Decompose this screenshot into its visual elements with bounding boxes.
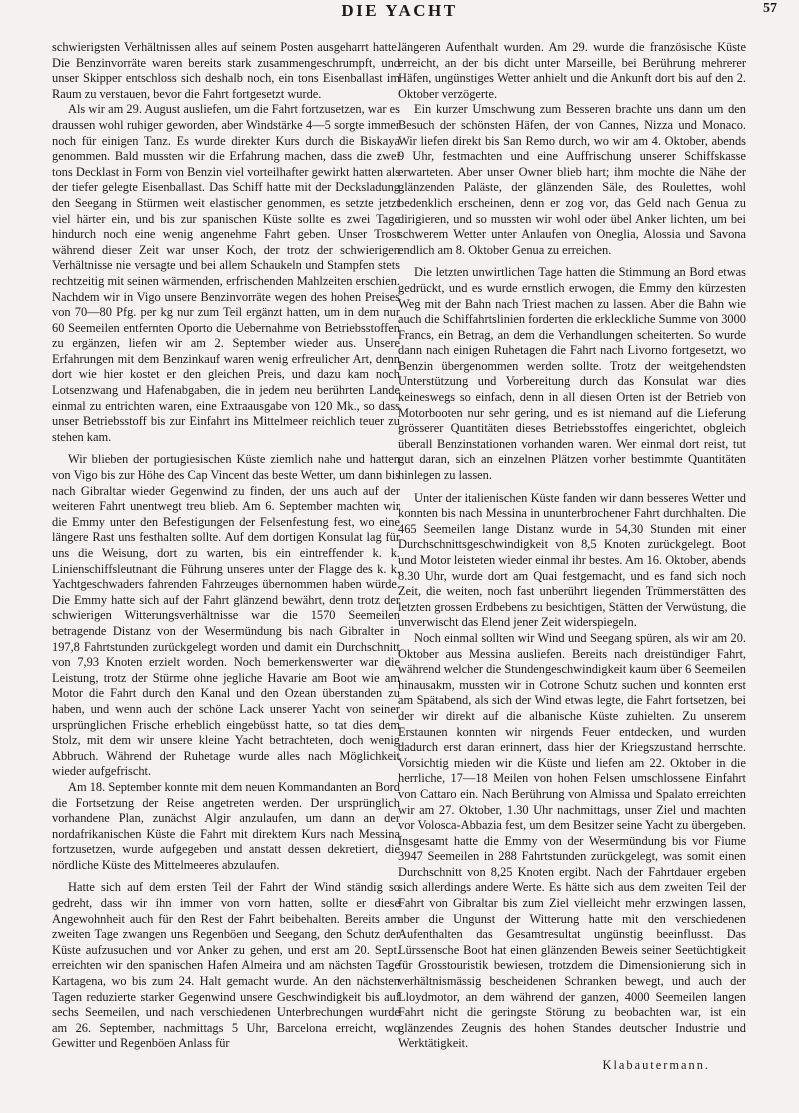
paragraph: Als wir am 29. August ausliefen, um die Fahrt fortzusetzen, war es draussen wohl ruhiger geworden, aber Windstärke 4—5 sorgte immer noch für einigen Tanz. Es wurde direkter Kurs durch die Biskaya genommen. Bald mussten wir die Erfahrung machen, dass die zwei tons Decklast in Form von Benzin viel vorteilhafter gewirkt hatten als der tiefer gelegte Eisenballast. Das Schiff hatte mit der Decksladung den Seegang in Stürmen weit elastischer genommen, es setzte jetzt viel härter ein, und bis zur spanischen Küste sollte es zwei Tage hindurch noch eine wenig angenehme Fahrt geben. Unser Trost während dieser Zeit war unser Koch, der trotz der schwierigen Verhältnisse nie versagte und bei allem Schaukeln und Stampfen stets rechtzeitig mit seinen wärmenden, erfrischenden Mahlzeiten erschien. Nachdem wir in Vigo unsere Benzinvorräte wegen des hohen Preises von 70—80 Pfg. per kg nur zum Teil ergänzt hatten, um in dem nur 60 Seemeilen entfernten Oporto die Uebernahme von Betriebsstoffen zu ergänzen, liefen wir am 2. September wieder aus. Unsere Erfahrungen mit dem Benzinkauf waren wenig erfreulicher Art, denn dort wie hier kostet er den gleichen Preis, und dazu kam noch Lotsenzwang und Hafenabgaben, die in jedem neu berührten Lande einmal zu entrichten waren, eine Extraausgabe von 120 Mk., so dass unser Betriebsstoff bis zur Einfahrt ins Mittelmeer reichlich teuer zu stehen kam. [52, 102, 400, 444]
paragraph: Die letzten unwirtlichen Tage hatten die Stimmung an Bord etwas gedrückt, und es wurde ernstlich erwogen, die Emmy den kürzesten Weg mit der Bahn nach Triest machen zu lassen. Aber die Bahn wie auch die Schiffahrtslinien forderten die erkleckliche Summe von 3000 Francs, ein Betrag, an dem die Verhandlungen scheiterten. So wurde dann nach einigen Ruhetagen die Fahrt nach Livorno fortgesetzt, wo Benzin übergenommen werden sollte. Trotz der weitgehendsten Unterstützung und Vorbereitung durch das Konsulat war dies keineswegs so einfach, denn in all diesen Orten ist der Betrieb von Motorbooten nur sehr gering, und es ist niemand auf die Lieferung grösserer Quantitäten dieses Betriebsstoffes eingerichtet, obgleich überall Benzinstationen vorhanden waren. Wer einmal dort reist, tut gut daran, sich an einzelnen Plätzen vorher bestimmte Quantitäten hinlegen zu lassen. [398, 265, 746, 483]
magazine-title: DIE YACHT [341, 1, 458, 20]
paragraph: Unter der italienischen Küste fanden wir dann besseres Wetter und konnten bis nach Messina in ununterbrochener Fahrt durchhalten. Die 465 Seemeilen lange Distanz wurde in 54,30 Stunden mit einer Durchschnittsgeschwindigkeit von 8,5 Knoten zurückgelegt. Boot und Motor leisteten wieder einmal ihr bestes. Am 16. Oktober, abends 8.30 Uhr, wurde dort am Quai festgemacht, und es fand sich noch Zeit, die weiten, noch fast unberührt liegenden Trümmerstätten des letzten grossen Erdbebens zu besichtigen, Stätten der Verwüstung, die unverwischt das Elend jener Zeit widerspiegeln. [398, 490, 746, 630]
paragraph: Ein kurzer Umschwung zum Besseren brachte uns dann um den Besuch der schönsten Häfen, der von Cannes, Nizza und Monaco. Wir liefen direkt bis San Remo durch, wo wir am 4. Oktober, abends 9 Uhr, festmachten und eine Auffrischung unserer Schiffskasse erwarteten. Aber unser Owner blieb hart; ihm mochte die Nähe der glänzenden Paläste, der glänzenden Säle, des Roulettes, wohl bedenklich erscheinen, denn er zog vor, das Geld nach Genua zu dirigieren, und so mussten wir wohl oder übel Anker lichten, um bei schwerem Wetter unter Anlaufen von Oneglia, Alossia und Savona endlich am 8. Oktober Genua zu erreichen. [398, 102, 746, 257]
right-column [398, 40, 746, 1074]
author-signature: Klabautermann. [602, 1058, 710, 1072]
paragraph: Am 18. September konnte mit dem neuen Kommandanten an Bord die Fortsetzung der Reise angetreten werden. Der ursprünglich vorhandene Plan, zunächst Algir anzulaufen, um dann an der nordafrikanischen Küste die Fahrt mit direktem Kurs nach Messina fortzusetzen, wurde aufgegeben und anstatt dessen dekretiert, die nördliche Küste des Mittelmeeres abzulaufen. [52, 779, 400, 872]
page-number: 57 [763, 1, 777, 16]
paragraph: Noch einmal sollten wir Wind und Seegang spüren, als wir am 20. Oktober aus Messina ausliefen. Bereits nach dreistündiger Fahrt, während welcher die Stundengeschwindigkeit kaum über 6 Seemeilen hinausakm, mussten wir in Cotrone Schutz suchen und konnten erst am Spätabend, als sich der Wind etwas legte, die Fahrt fortsetzen, bei der wir direkt auf die albanische Küste zuhielten. Zu unserem Erstaunen konnten wir nirgends Feuer entdecken, und wurden dadurch erst daran erinnert, dass hier der Kriegszustand herrschte. Vorsichtig mieden wir die Küste und liefen am 22. Oktober in die herrliche, 17—18 Meilen von hohen Felsen umschlossene Einfahrt von Cattaro ein. Nach Berührung von Almissa und Spalato erreichten wir am 27. Oktober, 1.30 Uhr nachmittags, unser Ziel und machten vor Volosca-Abbazia fest, um dem Besitzer seine Yacht zu übergeben. Insgesamt hatte die Emmy von der Wesermündung bis vor Fiume 3947 Seemeilen in 288 Fahrtstunden zurückgelegt, was somit einen Durchschnitt von 8,25 Knoten ergibt. Nach der Fahrtdauer ergeben sich allerdings andere Werte. Es hätte sich aus dem zweiten Teil der Fahrt von Gibraltar bis zum Ziel vielleicht mehr erzwingen lassen, aber die Ungunst der Witterung hatte mit den verschiedenen Aufenthalten das Gesamtresultat ungünstig beeinflusst. Das Lürssensche Boot hat einen glänzenden Beweis seiner Seetüchtigkeit für Grosstouristik bewiesen, trotzdem die Dimensionierung sich in verhältnismässig bescheidenen Schranken bewegt, und auch der Lloydmotor, an dem während der ganzen, 4000 Seemeilen langen Fahrt nicht die geringste Störung zu beobachten war, ist ein glänzendes Zeugnis des hohen Standes deutscher Industrie und Werktätigkeit. [398, 630, 746, 1051]
left-column [52, 40, 400, 1052]
paragraph: Hatte sich auf dem ersten Teil der Fahrt der Wind ständig so gedreht, dass wir ihn immer von vorn hatten, sollte er diese Angewohnheit auch für den Rest der Fahrt beibehalten. Bereits am zweiten Tage zwangen uns Regenböen und Seegang, den Schutz der Küste aufzusuchen und vor Anker zu gehen, und erst am 20. Sept. erreichten wir den spanischen Hafen Almeira und am nächsten Tage Kartagena, wo bis zum 24. Halt gemacht wurde. An den nächsten Tagen reduzierte starker Gegenwind unsere Geschwindigkeit bis auf sechs Seemeilen, und nach verschiedenen Unterbrechungen wurde am 26. September, nachmittags 5 Uhr, Barcelona erreicht, wo Gewitter und Regenböen Anlass für [52, 880, 400, 1051]
paragraph: schwierigsten Verhältnissen alles auf seinem Posten ausgeharrt hatte. Die Benzinvorräte waren bereits stark zusammengeschrumpft, und unser Skipper entschloss sich deshalb noch, ein tons Eisenballast im Raum zu verstauen, bevor die Fahrt fortgesetzt wurde. [52, 40, 400, 101]
paragraph: längeren Aufenthalt wurden. Am 29. wurde die französische Küste erreicht, an der bis dicht unter Marseille, bei Berührung mehrerer Häfen, ungünstiges Wetter anhielt und die Ankunft dort bis auf den 2. Oktober verzögerte. [398, 40, 746, 101]
paragraph: Wir blieben der portugiesischen Küste ziemlich nahe und hatten von Vigo bis zur Höhe des Cap Vincent das beste Wetter, um dann bis nach Gibraltar wieder Gegenwind zu finden, der uns auch auf der weiteren Fahrt unentwegt treu blieb. Am 6. September machten wir die Emmy unter den Befestigungen der Felsenfestung fest, wo eine längere Rast uns festhalten sollte. Auf dem dortigen Konsulat lag für uns die Weisung, dort zu warten, bis ein eintreffender k. k. Linienschiffsleutnant die Führung unseres unter der Flagge des k. k. Yachtgeschwaders fahrenden Fahrzeuges übernommen haben würde. Die Emmy hatte sich auf der Fahrt glänzend bewährt, denn trotz der schwierigen Witterungsverhältnisse war die 1570 Seemeilen betragende Distanz von der Wesermündung bis nach Gibralter in 197,8 Fahrtstunden zurückgelegt worden und damit ein Durchschnitt von 7,93 Knoten erzielt worden. Noch bemerkenswerter war die Leistung, trotz der Stürme ohne jegliche Havarie am Boot wie am Motor die Fahrt durch den Kanal und den Ozean überstanden zu haben, und wenn auch der schöne Lack unserer Yacht von seiner ursprünglichen Frische erheblich eingebüsst hatte, so tat dies dem Stolz, mit dem wir unsere kleine Yacht betrachteten, doch wenig Abbruch. Während der Ruhetage wurde alles nach Möglichkeit wieder aufgefrischt. [52, 452, 400, 779]
page-header [0, 0, 799, 26]
